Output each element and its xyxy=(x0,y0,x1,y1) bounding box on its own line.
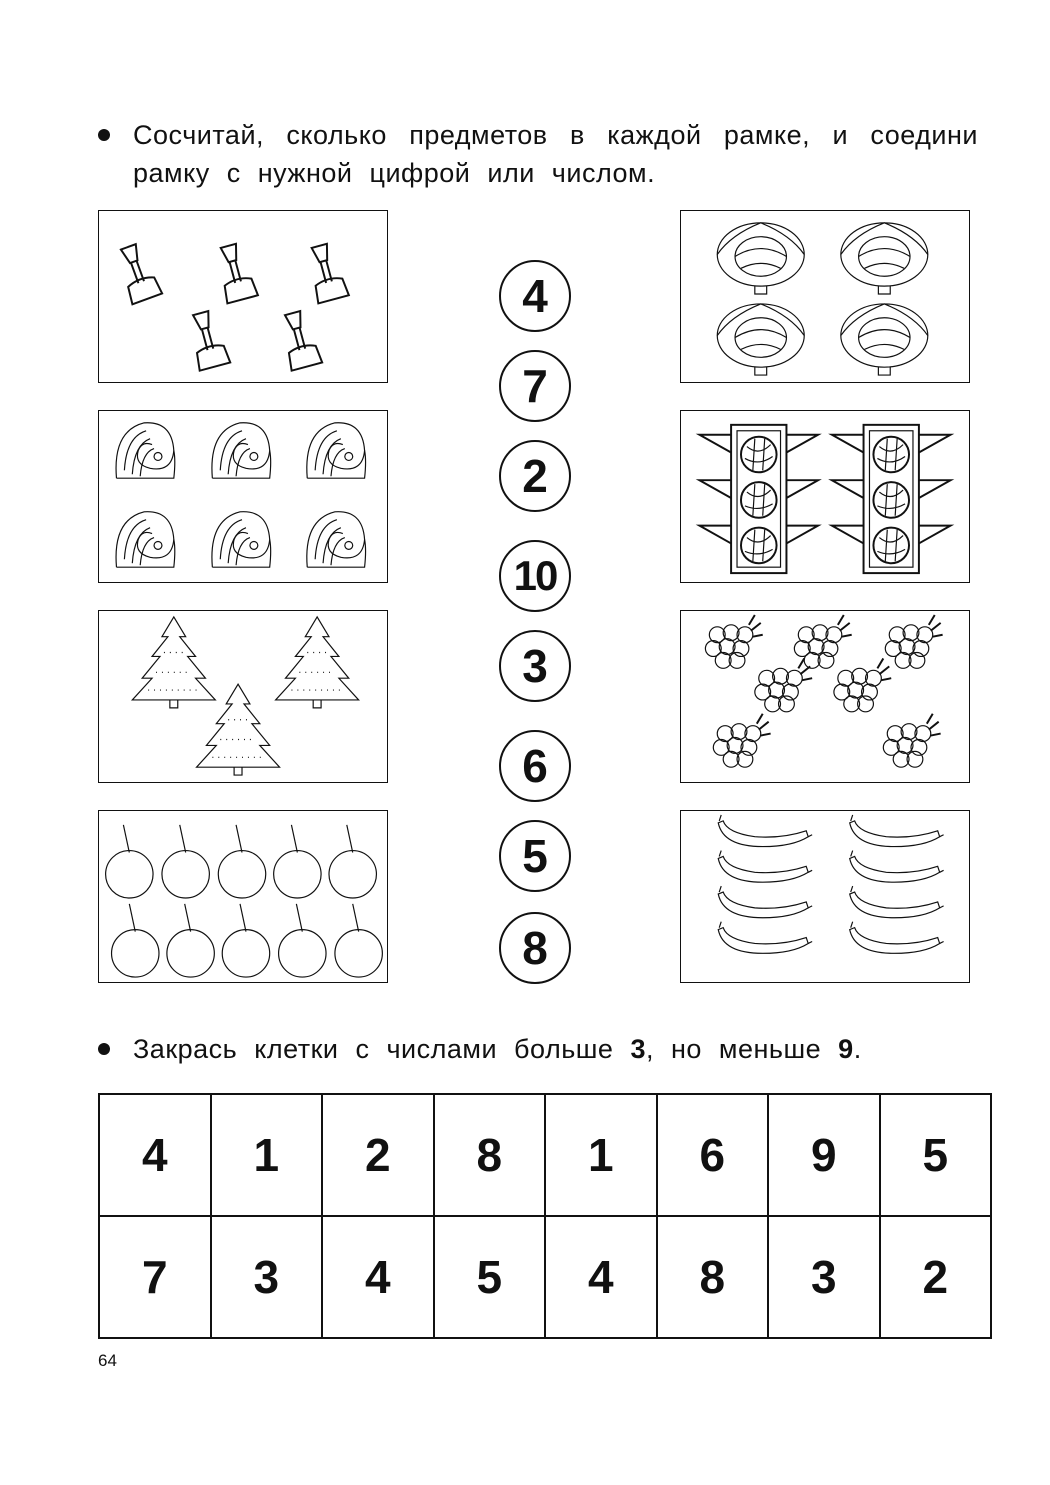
grid-cell[interactable]: 5 xyxy=(880,1094,992,1216)
number-circle[interactable]: 4 xyxy=(499,260,571,332)
grid-cell[interactable]: 5 xyxy=(434,1216,546,1338)
number-circle[interactable]: 8 xyxy=(499,912,571,984)
grid-cell[interactable]: 1 xyxy=(211,1094,323,1216)
task-2-bold-max: 9 xyxy=(838,1034,854,1064)
number-circle[interactable]: 5 xyxy=(499,820,571,892)
cabbage-icon xyxy=(681,211,969,382)
grid-cell[interactable]: 7 xyxy=(99,1216,211,1338)
grid-cell[interactable]: 2 xyxy=(322,1094,434,1216)
task-2-text xyxy=(98,1030,978,1068)
grid-row xyxy=(99,1094,991,1216)
grid-cell[interactable]: 6 xyxy=(657,1094,769,1216)
shell-icon xyxy=(99,411,387,582)
frame-traffic-lights[interactable] xyxy=(680,410,970,583)
grid-cell[interactable]: 2 xyxy=(880,1216,992,1338)
grid-cell[interactable]: 3 xyxy=(211,1216,323,1338)
task-2-bold-min: 3 xyxy=(630,1034,646,1064)
grid-cell[interactable]: 3 xyxy=(768,1216,880,1338)
task-2-middle: , но меньше xyxy=(645,1034,839,1064)
page-number: 64 xyxy=(98,1351,117,1370)
grid-row xyxy=(99,1216,991,1338)
task-2-prefix: Закрась клетки с числами больше xyxy=(133,1034,631,1064)
frame-shells[interactable] xyxy=(98,410,388,583)
grid-cell[interactable]: 4 xyxy=(322,1216,434,1338)
number-circle[interactable]: 10 xyxy=(499,540,571,612)
banana-icon xyxy=(681,811,969,982)
frame-shovels[interactable] xyxy=(98,210,388,383)
number-circle[interactable]: 7 xyxy=(499,350,571,422)
shovel-icon xyxy=(99,211,387,382)
grid-cell[interactable]: 8 xyxy=(434,1094,546,1216)
grid-cell[interactable]: 4 xyxy=(545,1216,657,1338)
task-2-suffix: . xyxy=(853,1034,862,1064)
grid-cell[interactable]: 4 xyxy=(99,1094,211,1216)
grid-cell[interactable]: 1 xyxy=(545,1094,657,1216)
frame-bananas[interactable] xyxy=(680,810,970,983)
number-circle[interactable]: 2 xyxy=(499,440,571,512)
number-grid xyxy=(98,1093,992,1339)
number-circle[interactable]: 6 xyxy=(499,730,571,802)
grid-cell[interactable]: 9 xyxy=(768,1094,880,1216)
frame-fir-trees[interactable] xyxy=(98,610,388,783)
bullet-icon xyxy=(98,1043,110,1055)
frame-cabbages[interactable] xyxy=(680,210,970,383)
cherry-icon xyxy=(99,811,387,982)
task-instruction-count xyxy=(98,116,978,192)
bullet-icon xyxy=(98,129,110,141)
task-1-text: Сосчитай, сколько предметов в каждой рамке, и соедини рамку с нужной цифрой или числом. xyxy=(133,120,978,188)
traffic-light-icon xyxy=(681,411,969,582)
grid-cell[interactable]: 8 xyxy=(657,1216,769,1338)
number-circle[interactable]: 3 xyxy=(499,630,571,702)
frame-raspberries[interactable] xyxy=(680,610,970,783)
frame-cherries[interactable] xyxy=(98,810,388,983)
task-instruction-color xyxy=(98,1030,978,1068)
raspberry-icon xyxy=(681,611,969,782)
fir-tree-icon xyxy=(99,611,387,782)
